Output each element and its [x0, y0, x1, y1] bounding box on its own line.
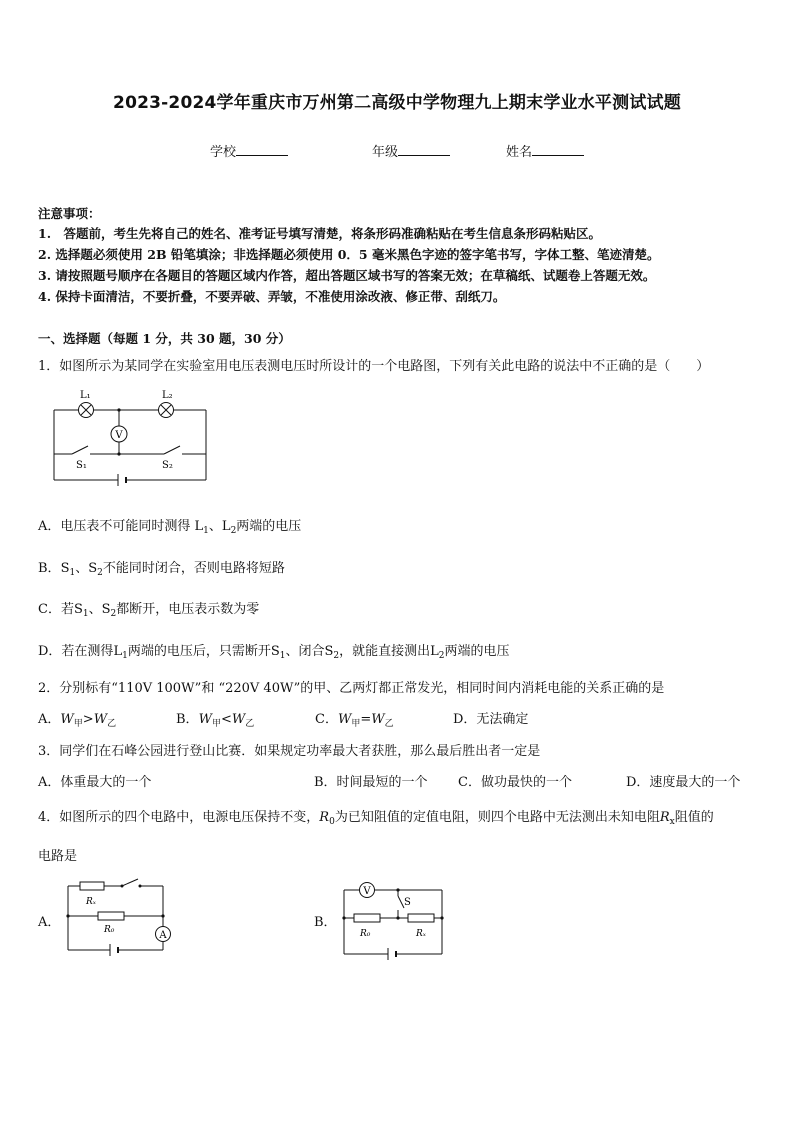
name-blank[interactable] — [532, 143, 584, 156]
q4a-battery-icon — [110, 944, 118, 956]
q1-voltmeter-label: V — [115, 430, 123, 441]
notice-item-2: 2. 选择题必须使用 2B 铅笔填涂；非选择题必须使用 0．5 毫米黑色字迹的签字笔书写，字体工整、笔迹清楚。 — [38, 247, 660, 262]
q1-circuit-diagram — [46, 386, 216, 486]
q2-stem: 2．分别标有“110V 100W”和 “220V 40W”的甲、乙两灯都正常发光，相同时间内消耗电能的关系正确的是 — [38, 681, 665, 696]
q1-option-a[interactable]: A．电压表不可能同时测得 $L_1$、$L_2$两端的电压 — [38, 519, 302, 536]
q1-battery-icon — [118, 474, 126, 486]
school-blank[interactable] — [236, 143, 288, 156]
notice-item-3: 3. 请按照题号顺序在各题目的答题区域内作答，超出答题区域书写的答案无效；在草稿纸、试题卷上答题无效。 — [38, 268, 656, 283]
q4-circuit-b-diagram — [336, 878, 456, 968]
school-label: 学校 — [210, 145, 237, 160]
q2-option-a[interactable]: A．$W_甲>W_乙$ — [38, 712, 117, 729]
svg-text:A: A — [159, 930, 167, 941]
q4-stem: 4．如图所示的四个电路中，电源电压保持不变，$R_0$为已知阻值的定值电阻，则四个电路中无法测出未知电阻$R_x$阻值的 — [38, 810, 714, 827]
q1-lamp-l2-icon — [159, 403, 174, 418]
q3-option-c[interactable]: C．做功最快的一个 — [458, 775, 572, 790]
svg-text:V: V — [363, 886, 371, 897]
q3-option-b[interactable]: B．时间最短的一个 — [314, 775, 428, 790]
svg-text:R₀: R₀ — [360, 929, 371, 939]
q4b-battery-icon — [388, 948, 396, 960]
q1-label-l2: L₂ — [162, 390, 173, 401]
notice-item-1: 1. 答题前，考生先将自己的姓名、准考证号填写清楚，将条形码准确粘贴在考生信息条形码粘贴区。 — [38, 226, 602, 241]
svg-text:Rₓ: Rₓ — [86, 897, 96, 907]
q4-stem-line2: 电路是 — [38, 849, 78, 864]
svg-text:R₀: R₀ — [104, 925, 115, 935]
notice-item-4: 4. 保持卡面清洁，不要折叠，不要弄破、弄皱，不准使用涂改液、修正带、刮纸刀。 — [38, 289, 506, 304]
q1-label-s2: S₂ — [162, 460, 173, 471]
q1-label-l1: L₁ — [80, 390, 91, 401]
q2-option-c[interactable]: C．$W_甲=W_乙$ — [315, 712, 394, 729]
grade-field[interactable] — [372, 141, 450, 160]
svg-text:S: S — [404, 897, 411, 908]
q1-lamp-l1-icon — [79, 403, 94, 418]
q4-option-b-label[interactable]: B． — [314, 915, 337, 930]
q2-option-b[interactable]: B．$W_甲<W_乙$ — [176, 712, 255, 729]
name-label: 姓名 — [506, 145, 533, 160]
school-field[interactable] — [210, 141, 288, 160]
svg-text:Rₓ: Rₓ — [416, 929, 426, 939]
q2-option-d[interactable]: D．无法确定 — [453, 712, 529, 727]
q1-option-b[interactable]: B．$S_1$、$S_2$不能同时闭合，否则电路将短路 — [38, 561, 285, 578]
notice-heading: 注意事项： — [38, 206, 101, 221]
section-heading: 一、选择题（每题 1 分，共 30 题，30 分） — [38, 331, 291, 346]
q1-option-d[interactable]: D．若在测得$L_1$两端的电压后，只需断开$S_1$、闭合$S_2$，就能直接测出$L_2$两端的电压 — [38, 644, 510, 661]
paper-title: 2023-2024学年重庆市万州第二高级中学物理九上期末学业水平测试试题 — [113, 93, 681, 113]
grade-label: 年级 — [372, 145, 399, 160]
q3-stem: 3．同学们在石峰公园进行登山比赛．如果规定功率最大者获胜，那么最后胜出者一定是 — [38, 744, 541, 759]
q1-stem: 1．如图所示为某同学在实验室用电压表测电压时所设计的一个电路图，下列有关此电路的说法中不正确的是（ ） — [38, 359, 710, 374]
q3-option-d[interactable]: D．速度最大的一个 — [626, 775, 741, 790]
q3-option-a[interactable]: A．体重最大的一个 — [38, 775, 152, 790]
q1-label-s1: S₁ — [76, 460, 87, 471]
name-field[interactable] — [506, 141, 584, 160]
q4-option-a-label[interactable]: A． — [38, 915, 61, 930]
grade-blank[interactable] — [398, 143, 450, 156]
q4-circuit-a-diagram — [60, 874, 180, 964]
q1-option-c[interactable]: C．若$S_1$、$S_2$都断开，电压表示数为零 — [38, 602, 260, 619]
